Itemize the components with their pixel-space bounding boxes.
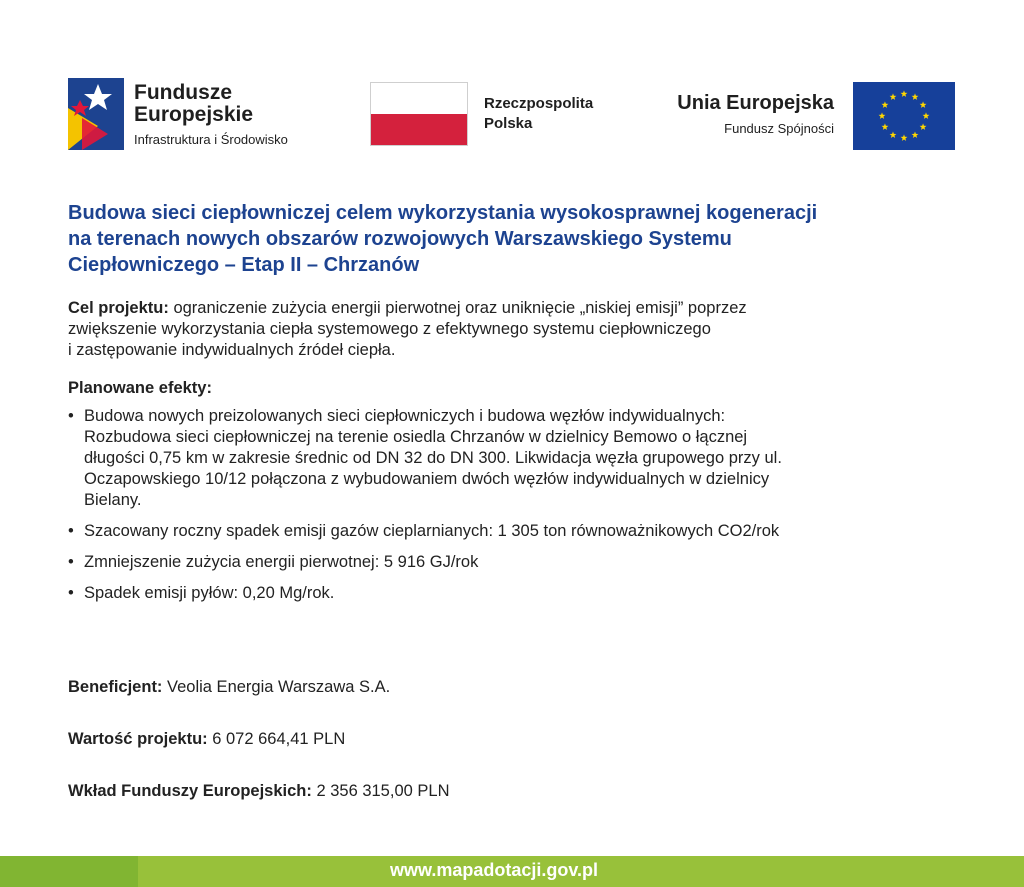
eu-star-icon bbox=[901, 134, 908, 141]
eu-star-icon bbox=[912, 93, 919, 100]
eu-star-icon bbox=[901, 90, 908, 97]
polish-flag-icon bbox=[370, 82, 468, 146]
beneficiary-value: Veolia Energia Warszawa S.A. bbox=[162, 678, 391, 696]
bullet-icon: • bbox=[68, 407, 74, 425]
eu-star-icon bbox=[879, 112, 886, 119]
beneficiary bbox=[68, 678, 390, 697]
eu-contribution-amount: 2 356 315,00 PLN bbox=[311, 782, 450, 800]
poland-line2: Polska bbox=[484, 115, 533, 132]
beneficiary-label: Beneficjent: bbox=[68, 678, 163, 696]
effect-3-text: Zmniejszenie zużycia energii pierwotnej: 5 916 GJ/rok bbox=[84, 553, 479, 571]
fe-logo-line2: Europejskie bbox=[134, 103, 254, 126]
fe-logo-line3: Infrastruktura i Środowisko bbox=[134, 132, 288, 147]
eu-star-icon bbox=[920, 123, 927, 130]
project-value-label: Wartość projektu: bbox=[68, 730, 208, 748]
effects-list bbox=[68, 406, 968, 604]
project-value bbox=[68, 730, 345, 749]
eu-flag-icon bbox=[853, 82, 955, 150]
goal-text-1: ograniczenie zużycia energii pierwotnej oraz uniknięcie „niskiej emisji” poprzez bbox=[168, 299, 747, 317]
eu-star-icon bbox=[923, 112, 930, 119]
effect-1-line-2: Rozbudowa sieci ciepłowniczej na terenie osiedla Chrzanów w dzielnicy Bemowo o łącznej bbox=[84, 428, 748, 446]
eu-contribution-label: Wkład Funduszy Europejskich: bbox=[68, 782, 312, 800]
goal-line-2: zwiększenie wykorzystania ciepła systemowego z efektywnego systemu ciepłowniczego bbox=[68, 320, 711, 338]
pl-flag-red bbox=[371, 114, 467, 145]
effect-2-text: Szacowany roczny spadek emisji gazów cieplarnianych: 1 305 ton równoważnikowych CO2/rok bbox=[84, 522, 780, 540]
eu-star-icon bbox=[882, 101, 889, 108]
goal-line-1 bbox=[68, 298, 968, 319]
eu-line2: Fundusz Spójności bbox=[724, 121, 834, 136]
effect-1-line-5: Bielany. bbox=[84, 491, 142, 509]
poland-label bbox=[484, 94, 593, 134]
eu-star-icon bbox=[890, 131, 897, 138]
eu-line1: Unia Europejska bbox=[677, 92, 834, 114]
logo-bar bbox=[0, 78, 1024, 158]
eu-stars-icon bbox=[853, 82, 955, 150]
footer-dark-stripe bbox=[0, 856, 138, 887]
eu-star-icon bbox=[882, 123, 889, 130]
pl-flag-white bbox=[371, 83, 467, 114]
title-line-2: na terenach nowych obszarów rozwojowych Warszawskiego Systemu bbox=[68, 228, 732, 250]
fe-logo-line1: Fundusze bbox=[134, 81, 232, 104]
project-goal bbox=[68, 298, 968, 361]
effects-heading: Planowane efekty: bbox=[68, 379, 212, 397]
goal-label: Cel projektu: bbox=[68, 299, 169, 317]
project-value-amount: 6 072 664,41 PLN bbox=[207, 730, 346, 748]
page-title bbox=[68, 200, 968, 278]
main-content bbox=[68, 200, 968, 614]
fundusze-europejskie-logo bbox=[68, 78, 328, 158]
eu-contribution bbox=[68, 782, 449, 801]
list-item bbox=[68, 406, 968, 511]
title-line-3: Ciepłowniczego – Etap II – Chrzanów bbox=[68, 254, 420, 276]
fe-star-mark-icon bbox=[68, 78, 124, 150]
bullet-icon: • bbox=[68, 553, 74, 571]
list-item bbox=[68, 552, 968, 573]
eu-star-icon bbox=[912, 131, 919, 138]
fe-logo-text bbox=[134, 82, 288, 147]
bullet-icon: • bbox=[68, 584, 74, 602]
footer-url-link[interactable]: www.mapadotacji.gov.pl bbox=[390, 860, 599, 880]
list-item bbox=[68, 521, 968, 542]
eu-label bbox=[658, 92, 834, 136]
effect-1-line-4: Oczapowskiego 10/12 połączona z wybudowaniem dwóch węzłów indywidualnych w dzielnicy bbox=[84, 470, 770, 488]
title-line-1: Budowa sieci ciepłowniczej celem wykorzystania wysokosprawnej kogeneracji bbox=[68, 202, 818, 224]
eu-star-icon bbox=[890, 93, 897, 100]
goal-line-3: i zastępowanie indywidualnych źródeł ciepła. bbox=[68, 341, 396, 359]
poland-line1: Rzeczpospolita bbox=[484, 95, 594, 112]
footer-bar bbox=[0, 856, 1024, 887]
effect-4-text: Spadek emisji pyłów: 0,20 Mg/rok. bbox=[84, 584, 335, 602]
bullet-icon: • bbox=[68, 522, 74, 540]
eu-star-icon bbox=[920, 101, 927, 108]
effect-1-line-3: długości 0,75 km w zakresie średnic od DN 32 do DN 300. Likwidacja węzła grupowego przy ul. bbox=[84, 449, 782, 467]
effect-1-line-1: Budowa nowych preizolowanych sieci ciepłowniczych i budowa węzłów indywidualnych: bbox=[84, 407, 726, 425]
list-item bbox=[68, 583, 968, 604]
